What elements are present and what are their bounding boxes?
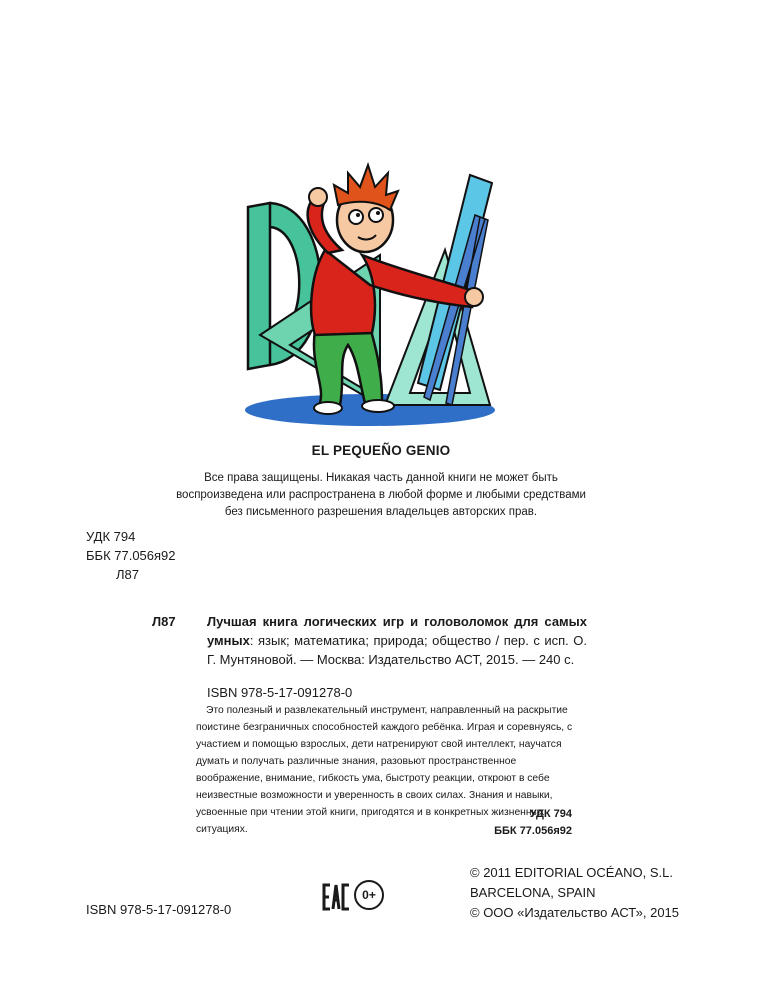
copyright-notice-line: Все права защищены. Никакая часть данной книги не может быть [204, 472, 558, 484]
cartoon-boy-with-drafting-tools-illustration [230, 155, 530, 435]
bbk-code: ББК 77.056я92 [86, 548, 176, 563]
copyright-notice [0, 470, 762, 521]
footer-isbn: ISBN 978-5-17-091278-0 [86, 902, 232, 917]
copyright-notice-line: воспроизведена или распространена в любой форме и любыми средствами [176, 489, 586, 501]
eac-certification-mark [322, 882, 350, 912]
copyright-notice-line: без письменного разрешения владельцев авторских прав. [224, 506, 538, 518]
book-annotation [196, 702, 576, 838]
record-author-mark: Л87 [152, 614, 176, 629]
author-mark: Л87 [116, 567, 139, 582]
boy-hand [309, 188, 327, 206]
boy-right-hand [465, 288, 483, 306]
boy-right-pupil [376, 211, 380, 215]
record-details: : язык; математика; природа; общество / пер. с исп. О. Г. Мунтяновой. — Москва: Издательство АСТ, 2015. — 240 с. [207, 633, 587, 667]
copyright-line: © 2011 EDITORIAL OCÉANO, S.L. [470, 865, 673, 880]
annotation-udk: УДК 794 [529, 808, 572, 820]
udk-code: УДК 794 [86, 529, 136, 544]
boy-left-pupil [356, 213, 360, 217]
left-shoe [314, 402, 342, 414]
series-title: EL PEQUEÑO GENIO [311, 443, 451, 458]
right-shoe [362, 400, 394, 412]
copyright-line: BARCELONA, SPAIN [470, 885, 596, 900]
book-title: Лучшая книга логических игр и головоломок для самых умных [207, 614, 587, 648]
copyright-line: © ООО «Издательство АСТ», 2015 [470, 905, 680, 920]
annotation-bbk: ББК 77.056я92 [494, 825, 572, 837]
boy-pants [314, 327, 382, 405]
bibliographic-record [207, 612, 587, 669]
boy-right-eye [369, 208, 383, 222]
age-rating-badge: 0+ [354, 880, 384, 910]
annotation-text: Это полезный и развлекательный инструмент, направленный на раскрытие поистине безграничных способностей каждого ребёнка. Играя и соревнуясь, с участием и помощью взрослых, дети натренируют свой интеллект, научатся думать и получать различные знания, разовьют пространственное воображение, внимание, гибкость ума, быстроту реакции, откроют в себе неизвестные возможности и уверенность в своих силах. Знания и навыки, усвоенные при чтении этой книги, пригодятся и в конкретных жизненных ситуациях. [196, 705, 573, 835]
record-isbn: ISBN 978-5-17-091278-0 [207, 685, 353, 700]
boy-left-eye [349, 210, 363, 224]
